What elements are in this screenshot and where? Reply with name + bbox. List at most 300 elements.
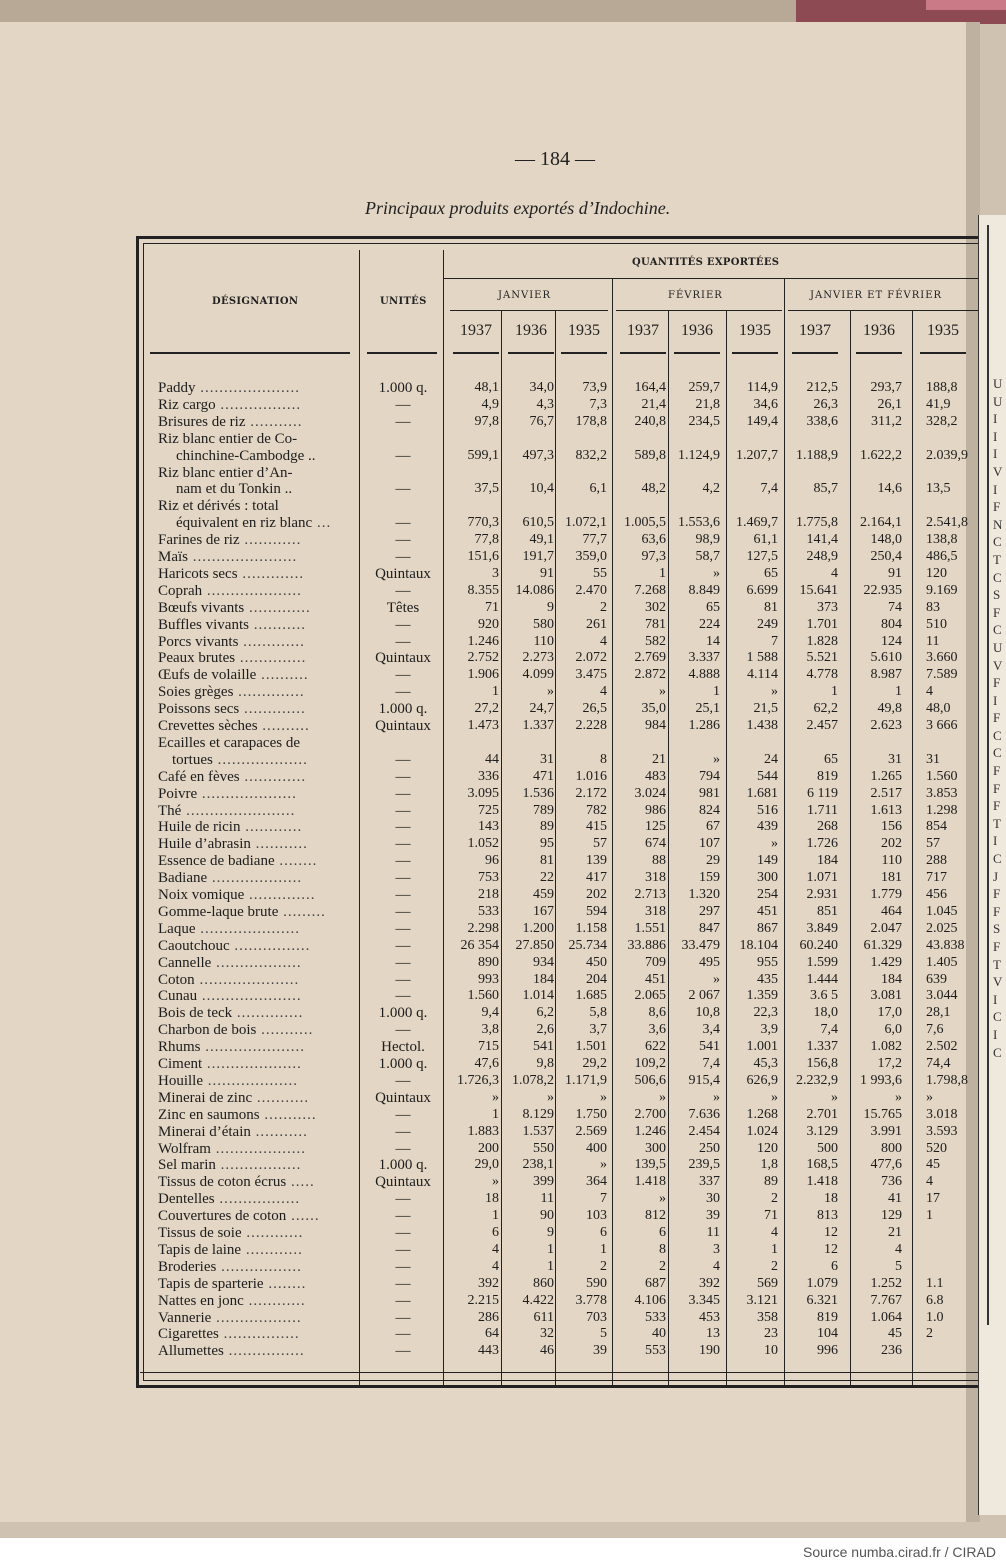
edge-letter: I <box>993 991 998 1007</box>
cell-value: 6 <box>492 1225 499 1240</box>
designation-text: Couvertures de coton <box>158 1208 287 1225</box>
cell-value: 2.541,8 <box>926 515 968 531</box>
edge-letter: F <box>993 763 1001 779</box>
cell-value: » <box>713 751 720 767</box>
edge-letter: T <box>993 815 1001 831</box>
cell-value: 1.473 <box>467 718 499 733</box>
cell-value: 590 <box>586 1275 607 1291</box>
dot-leader: ..................... <box>195 920 300 937</box>
cell-value: 65 <box>706 599 720 615</box>
dot-leader: ............ <box>239 532 302 549</box>
cell-value: 2.502 <box>926 1039 958 1055</box>
table-row <box>0 684 980 701</box>
cell-value: 13,5 <box>926 481 951 497</box>
dot-leader: .................... <box>202 582 302 599</box>
cell-value: » <box>659 1191 666 1207</box>
row-unit: 1.000 q. <box>378 1005 428 1022</box>
cell-value: 471 <box>533 768 554 784</box>
row-unit: — <box>395 413 411 430</box>
edge-letter: T <box>993 956 1001 972</box>
dot-leader: ........... <box>256 1022 314 1039</box>
cell-value: 318 <box>645 870 666 886</box>
cell-value: 717 <box>926 870 947 886</box>
designation-text: Rhums <box>158 1039 201 1056</box>
cell-value: 188,8 <box>926 380 958 395</box>
cell-value: 8 <box>600 751 607 767</box>
cell-value: 1.252 <box>870 1275 902 1291</box>
cell-value: 1.418 <box>806 1174 838 1190</box>
cell-value: 18.104 <box>739 937 778 953</box>
cell-value: 125 <box>645 819 666 835</box>
cell-value: 164,4 <box>634 380 666 395</box>
cell-value: 550 <box>533 1140 554 1156</box>
cell-value: 7,4 <box>760 481 778 497</box>
cell-value: 1.501 <box>575 1039 607 1055</box>
cell-value: 35,0 <box>641 701 666 717</box>
cell-value: 753 <box>478 870 499 886</box>
cell-value: 109,2 <box>634 1056 666 1071</box>
table-row <box>0 1107 980 1124</box>
cell-value: 55 <box>593 565 607 581</box>
cell-value: 200 <box>478 1140 499 1156</box>
cell-value: 1.685 <box>575 988 607 1004</box>
cell-value: 15.641 <box>799 582 838 598</box>
cell-value: 7.589 <box>926 667 958 683</box>
dot-leader: ........ <box>263 1275 307 1292</box>
cell-value: 48,1 <box>474 380 499 395</box>
row-unit: — <box>395 785 411 802</box>
table-row <box>0 819 980 836</box>
cell-value: 236 <box>881 1343 902 1359</box>
cell-value: 151,6 <box>467 549 499 564</box>
cell-value: 41 <box>888 1191 902 1207</box>
cell-value: 45 <box>926 1157 940 1173</box>
cell-value: 415 <box>586 819 607 835</box>
cell-value: 13 <box>706 1326 720 1342</box>
cell-value: 23 <box>764 1326 778 1342</box>
cell-value: 2.065 <box>634 988 666 1004</box>
cell-value: » <box>659 1089 666 1105</box>
cell-value: 24,7 <box>529 701 554 717</box>
cell-value: 1.560 <box>926 768 958 784</box>
table-row <box>0 701 980 718</box>
cell-value: 4 <box>831 565 838 581</box>
header-group-janvier-fevrier: JANVIER ET FÉVRIER <box>810 290 943 301</box>
cell-value: 238,1 <box>522 1157 554 1173</box>
row-unit: — <box>395 1106 411 1123</box>
row-unit: — <box>395 920 411 937</box>
header-year: 1935 <box>739 322 771 339</box>
cell-value: 1 <box>547 1241 554 1257</box>
row-unit: — <box>395 988 411 1005</box>
row-unit: Quintaux <box>375 1089 431 1106</box>
cell-value: 22.935 <box>863 582 902 598</box>
cell-value: 34,6 <box>753 396 778 412</box>
cell-value: 58,7 <box>695 549 720 564</box>
cell-value: 139 <box>586 853 607 869</box>
cell-value: 32 <box>540 1326 554 1342</box>
cell-value: 819 <box>817 768 838 784</box>
dot-leader: ....................... <box>181 802 296 819</box>
cell-value: 33.479 <box>681 937 720 953</box>
cell-value: 202 <box>586 887 607 902</box>
designation-text: Minerai d’étain <box>158 1123 251 1140</box>
dot-leader: ................ <box>229 937 311 954</box>
cell-value: 1.405 <box>926 954 958 970</box>
cell-value: 184 <box>881 971 902 987</box>
cell-value: 1.726 <box>806 836 838 852</box>
cell-value: 2.769 <box>634 650 666 666</box>
cell-value: 782 <box>586 802 607 818</box>
designation-text: Riz blanc entier d’An- <box>158 464 293 481</box>
cell-value: 1.079 <box>806 1275 838 1291</box>
cell-value: 149,4 <box>746 413 778 429</box>
cell-value: 3.129 <box>806 1123 838 1139</box>
cell-value: 4.099 <box>522 667 554 683</box>
cell-value: 736 <box>881 1174 902 1190</box>
row-unit: Hectol. <box>381 1039 425 1056</box>
cell-value: 6 <box>659 1225 666 1240</box>
header-year: 1935 <box>568 322 600 339</box>
cell-value: 95 <box>540 836 554 852</box>
dot-leader: ............ <box>241 1225 304 1241</box>
cell-value: 14 <box>706 633 720 649</box>
source-credit: Source numba.cirad.fr / CIRAD <box>803 1544 996 1560</box>
header-year: 1936 <box>515 322 547 339</box>
cell-value: 7.767 <box>870 1292 902 1308</box>
cell-value: 21,8 <box>695 396 720 412</box>
cell-value: 1.298 <box>926 802 958 818</box>
dot-leader: ................... <box>203 1072 298 1089</box>
cell-value: 10 <box>764 1343 778 1359</box>
dot-leader: .............. <box>233 684 305 701</box>
cell-value: 392 <box>699 1275 720 1291</box>
table-row <box>0 836 980 853</box>
cell-value: 2.569 <box>575 1123 607 1139</box>
edge-letter: I <box>993 481 998 497</box>
dot-leader: ................... <box>207 870 303 887</box>
row-designation <box>158 735 360 752</box>
edge-letter: I <box>993 1026 998 1042</box>
cell-value: 486,5 <box>926 549 958 564</box>
cell-value: 506,6 <box>634 1072 666 1088</box>
cell-value: 2,6 <box>536 1022 554 1038</box>
cell-value: 73,9 <box>582 380 607 395</box>
cell-value: 31 <box>926 751 940 767</box>
cell-value: 2 <box>600 599 607 615</box>
cell-value: 26 354 <box>460 937 499 953</box>
cell-value: 1.798,8 <box>926 1072 968 1088</box>
cell-value: 29,2 <box>582 1056 607 1071</box>
cell-value: 1.622,2 <box>860 447 902 463</box>
cell-value: 202 <box>881 836 902 852</box>
designation-text: Cigarettes <box>158 1326 219 1343</box>
edge-letter: V <box>993 657 1003 673</box>
cell-value: 1.265 <box>870 768 902 784</box>
cell-value: 1.320 <box>688 887 720 902</box>
designation-text: Café en fèves <box>158 768 240 785</box>
cell-value: 400 <box>586 1140 607 1156</box>
cell-value: 224 <box>699 616 720 632</box>
designation-text: Bois de teck <box>158 1005 233 1022</box>
cell-value: 239,5 <box>688 1157 720 1173</box>
cell-value: » <box>831 1089 838 1105</box>
cell-value: 159 <box>699 870 720 886</box>
row-unit: — <box>395 1241 411 1258</box>
cell-value: 3.593 <box>926 1123 958 1139</box>
cell-value: 1 <box>492 1208 499 1224</box>
cell-value: 6,1 <box>589 481 607 497</box>
header-rule-fevrier <box>616 310 782 311</box>
cell-value: 37,5 <box>474 481 499 497</box>
edge-letter: F <box>993 604 1001 620</box>
cell-value: 582 <box>645 633 666 649</box>
cell-value: 516 <box>757 802 778 818</box>
header-rule-both <box>788 310 978 311</box>
cell-value: 2 067 <box>688 988 720 1004</box>
cell-value: 1.438 <box>746 718 778 733</box>
designation-text: Ecailles et carapaces de <box>158 734 300 751</box>
cell-value: 993 <box>478 971 499 987</box>
cell-value: 27.850 <box>515 937 554 953</box>
designation-text: Sel marin <box>158 1157 216 1174</box>
cell-value: 138,8 <box>926 532 958 548</box>
cell-value: 2.517 <box>870 785 902 801</box>
cell-value: 813 <box>817 1208 838 1224</box>
cell-value: 4 <box>926 684 933 700</box>
cell-value: 915,4 <box>688 1072 720 1088</box>
cell-value: 500 <box>817 1140 838 1156</box>
cell-value: 358 <box>757 1309 778 1325</box>
cell-value: 47,6 <box>474 1056 499 1071</box>
cell-value: 541 <box>533 1039 554 1055</box>
cell-value: 1 993,6 <box>860 1072 902 1088</box>
cell-value: 184 <box>817 853 838 869</box>
table-bottom-rule <box>140 1372 978 1373</box>
dot-leader: ................. <box>215 1157 302 1174</box>
cell-value: 14,6 <box>877 481 902 497</box>
edge-letter: F <box>993 675 1001 691</box>
cell-value: 9,4 <box>481 1005 499 1021</box>
cell-value: 986 <box>645 802 666 818</box>
table-row <box>0 1208 980 1225</box>
cell-value: 626,9 <box>746 1072 778 1088</box>
dot-leader: .................... <box>197 785 297 802</box>
cell-value: 533 <box>645 1309 666 1325</box>
row-unit: — <box>395 1140 411 1157</box>
year-underline <box>856 352 902 354</box>
cell-value: 2.025 <box>926 920 958 936</box>
cell-value: 1.779 <box>870 887 902 902</box>
dot-leader: ........... <box>245 413 303 430</box>
row-unit: — <box>395 954 411 971</box>
cell-value: 45,3 <box>753 1056 778 1071</box>
table-row <box>0 1090 980 1107</box>
cell-value: 4.778 <box>806 667 838 683</box>
cell-value: 3.337 <box>688 650 720 666</box>
dot-leader: ........... <box>250 1123 308 1140</box>
cell-value: 107 <box>699 836 720 852</box>
table-row <box>0 803 980 820</box>
header-year: 1937 <box>627 322 659 339</box>
cell-value: 2.623 <box>870 718 902 733</box>
dot-leader: .......... <box>256 667 309 684</box>
cell-value: 300 <box>757 870 778 886</box>
designation-text: Huile d’abrasin <box>158 836 251 853</box>
edge-letter: C <box>993 745 1002 761</box>
cell-value: 3.018 <box>926 1106 958 1122</box>
header-year: 1937 <box>460 322 492 339</box>
table-row <box>0 414 980 431</box>
cell-value: 1.553,6 <box>678 515 720 531</box>
row-unit: — <box>395 937 411 954</box>
cell-value: 6.321 <box>806 1292 838 1308</box>
cell-value: 794 <box>699 768 720 784</box>
cell-value: 31 <box>888 751 902 767</box>
designation-text: équivalent en riz blanc <box>176 515 313 532</box>
cell-value: 254 <box>757 887 778 902</box>
cell-value: 2.470 <box>575 582 607 598</box>
cell-value: 76,7 <box>529 413 554 429</box>
cell-value: 1 <box>492 684 499 700</box>
row-unit: — <box>395 481 411 498</box>
cell-value: 1 <box>659 565 666 581</box>
cell-value: 336 <box>478 768 499 784</box>
year-underline <box>920 352 966 354</box>
cell-value: 451 <box>757 903 778 919</box>
cell-value: 1.071 <box>806 870 838 886</box>
cell-value: 2 <box>771 1258 778 1274</box>
designation-text: tortues <box>172 751 213 768</box>
cell-value: 981 <box>699 785 720 801</box>
cell-value: 1.246 <box>467 633 499 649</box>
row-unit: — <box>395 1123 411 1140</box>
table-row <box>0 1124 980 1141</box>
cell-value: 443 <box>478 1343 499 1359</box>
cell-value: 49,1 <box>529 532 554 548</box>
cell-value: 1.072,1 <box>565 515 607 531</box>
table-row <box>0 1174 980 1191</box>
cell-value: 1.171,9 <box>565 1072 607 1088</box>
cell-value: 74,4 <box>926 1056 951 1071</box>
year-underline <box>453 352 499 354</box>
cell-value: 2.164,1 <box>860 515 902 531</box>
edge-letter: U <box>993 376 1003 391</box>
cell-value: 110 <box>533 633 554 649</box>
edge-letter: S <box>993 921 1001 937</box>
cell-value: 67 <box>706 819 720 835</box>
cell-value: 1.537 <box>522 1123 554 1139</box>
cell-value: 28,1 <box>926 1005 951 1021</box>
cell-value: 1,8 <box>760 1157 778 1173</box>
cell-value: 103 <box>586 1208 607 1224</box>
cell-value: 1.337 <box>806 1039 838 1055</box>
cell-value: 4 <box>492 1258 499 1274</box>
cell-value: 18 <box>824 1191 838 1207</box>
designation-text: Tissus de coton écrus <box>158 1174 287 1191</box>
cell-value: 65 <box>824 751 838 767</box>
cell-value: 819 <box>817 1309 838 1325</box>
header-group-fevrier: FÉVRIER <box>668 290 723 301</box>
row-unit: — <box>395 1309 411 1326</box>
cell-value: 15.765 <box>863 1106 902 1122</box>
cell-value: 1.045 <box>926 903 958 919</box>
cell-value: 71 <box>764 1208 778 1224</box>
row-unit: — <box>395 447 411 464</box>
cell-value: 800 <box>881 1140 902 1156</box>
cell-value: » <box>492 1174 499 1190</box>
designation-text: Maïs <box>158 549 188 565</box>
cell-value: 26,5 <box>582 701 607 717</box>
cell-value: 2.232,9 <box>796 1072 838 1088</box>
cell-value: » <box>713 565 720 581</box>
cell-value: 3.095 <box>467 785 499 801</box>
designation-text: Porcs vivants <box>158 633 239 650</box>
designation-text: Broderies <box>158 1258 217 1275</box>
row-unit: — <box>395 768 411 785</box>
cell-value: 21,4 <box>641 396 666 412</box>
cell-value: 2.457 <box>806 718 838 733</box>
cell-value: 250,4 <box>870 549 902 564</box>
cell-value: 156 <box>881 819 902 835</box>
table-row <box>0 1157 980 1174</box>
table-row <box>0 786 980 803</box>
cell-value: 63,6 <box>641 532 666 548</box>
designation-text: Bœufs vivants <box>158 599 245 616</box>
cell-value: 392 <box>478 1275 499 1291</box>
cell-value: » <box>771 684 778 700</box>
cell-value: 1.681 <box>746 785 778 801</box>
cell-value: 9 <box>547 1225 554 1240</box>
cell-value: 96 <box>485 853 499 869</box>
designation-text: Laque <box>158 920 196 937</box>
cell-value: 674 <box>645 836 666 852</box>
cell-value: 824 <box>699 802 720 818</box>
edge-letter: C <box>993 622 1002 638</box>
table-row <box>0 1073 980 1090</box>
table-row <box>0 617 980 634</box>
dot-leader: .................. <box>211 954 302 971</box>
table-row <box>0 600 980 617</box>
cell-value: 293,7 <box>870 380 902 395</box>
cell-value: 2.072 <box>575 650 607 666</box>
cell-value: 1.337 <box>522 718 554 733</box>
cell-value: 328,2 <box>926 413 958 429</box>
cell-value: 934 <box>533 954 554 970</box>
cell-value: 1.750 <box>575 1106 607 1122</box>
cell-value: 178,8 <box>575 413 607 429</box>
cell-value: 168,5 <box>806 1157 838 1173</box>
table-row <box>0 955 980 972</box>
cell-value: 26,1 <box>877 396 902 412</box>
cell-value: 2.454 <box>688 1123 720 1139</box>
cell-value: 337 <box>699 1174 720 1190</box>
cell-value: 9 <box>547 599 554 615</box>
header-unites: UNITÉS <box>380 296 427 307</box>
cell-value: 81 <box>764 599 778 615</box>
edge-letter: V <box>993 974 1003 990</box>
cell-value: 2 <box>926 1326 933 1342</box>
dot-leader: ............. <box>244 599 311 616</box>
cell-value: 2.215 <box>467 1292 499 1308</box>
cell-value: 61.329 <box>863 937 902 953</box>
cell-value: 5.610 <box>870 650 902 666</box>
cell-value: 49,8 <box>877 701 902 717</box>
cell-value: 62,2 <box>813 701 838 717</box>
edge-letter: S <box>993 587 1001 603</box>
designation-text: Tapis de laine <box>158 1241 242 1258</box>
header-year: 1936 <box>863 322 895 339</box>
